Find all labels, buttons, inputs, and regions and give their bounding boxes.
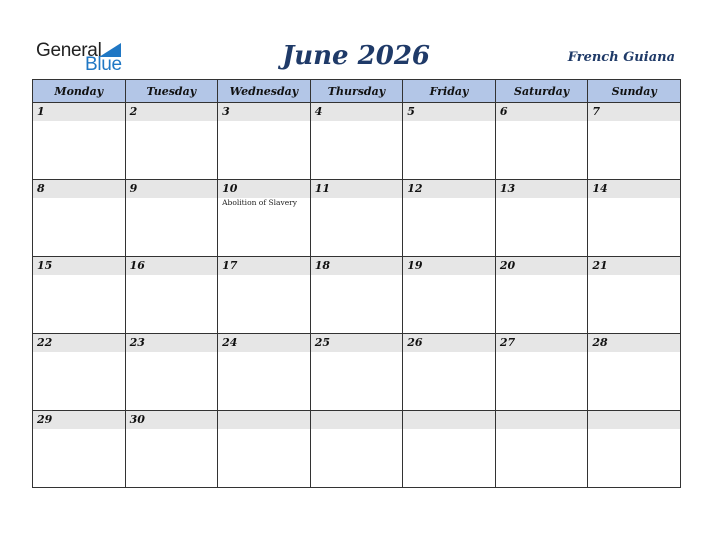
day-cell[interactable]: [125, 334, 218, 411]
day-number: [218, 411, 310, 429]
day-number: 23: [126, 334, 218, 352]
weekday-header: Friday: [403, 80, 496, 103]
day-number: 30: [126, 411, 218, 429]
day-cell[interactable]: [310, 180, 403, 257]
day-number: 14: [588, 180, 680, 198]
day-number: 4: [311, 103, 403, 121]
day-number: 7: [588, 103, 680, 121]
day-cell[interactable]: [588, 180, 681, 257]
weekday-header: Tuesday: [125, 80, 218, 103]
day-cell[interactable]: [310, 334, 403, 411]
logo-text-blue: Blue: [85, 54, 122, 75]
day-number: [588, 411, 680, 429]
day-number: 26: [403, 334, 495, 352]
day-cell[interactable]: [403, 180, 496, 257]
week-row: [33, 334, 681, 411]
calendar-title: June 2026: [281, 41, 431, 71]
day-number: 19: [403, 257, 495, 275]
day-number: 24: [218, 334, 310, 352]
week-row: [33, 411, 681, 488]
day-cell[interactable]: [33, 180, 126, 257]
logo-text-general: General: [36, 40, 102, 61]
weekday-header: Sunday: [588, 80, 681, 103]
day-cell[interactable]: [495, 334, 588, 411]
day-cell[interactable]: [125, 411, 218, 488]
day-cell[interactable]: [125, 257, 218, 334]
day-number: 20: [496, 257, 588, 275]
day-number: 3: [218, 103, 310, 121]
holiday-event: Abolition of Slavery: [222, 198, 297, 207]
week-row: [33, 103, 681, 180]
day-number: 18: [311, 257, 403, 275]
day-number: 2: [126, 103, 218, 121]
day-number: 16: [126, 257, 218, 275]
day-cell[interactable]: [218, 257, 311, 334]
weekday-header: Thursday: [310, 80, 403, 103]
calendar-grid: [32, 79, 681, 488]
week-row: [33, 257, 681, 334]
weekday-header: Wednesday: [218, 80, 311, 103]
day-number: [311, 411, 403, 429]
day-cell[interactable]: [218, 180, 311, 257]
day-cell[interactable]: [403, 103, 496, 180]
day-number: 13: [496, 180, 588, 198]
day-number: 28: [588, 334, 680, 352]
day-cell[interactable]: [495, 257, 588, 334]
day-number: [496, 411, 588, 429]
day-cell[interactable]: [403, 257, 496, 334]
day-cell[interactable]: [310, 257, 403, 334]
day-number: 15: [33, 257, 125, 275]
day-cell[interactable]: [125, 103, 218, 180]
day-cell[interactable]: [310, 103, 403, 180]
day-cell[interactable]: [125, 180, 218, 257]
day-number: 10: [218, 180, 310, 198]
weekday-header-row: [33, 80, 681, 103]
day-number: 27: [496, 334, 588, 352]
day-number: 11: [311, 180, 403, 198]
day-number: 1: [33, 103, 125, 121]
day-cell[interactable]: [588, 334, 681, 411]
day-cell[interactable]: [218, 334, 311, 411]
day-cell[interactable]: [588, 103, 681, 180]
day-number: [403, 411, 495, 429]
day-cell[interactable]: [218, 411, 311, 488]
day-cell[interactable]: [588, 257, 681, 334]
day-number: 22: [33, 334, 125, 352]
day-cell[interactable]: [495, 180, 588, 257]
day-cell[interactable]: [33, 103, 126, 180]
day-number: 29: [33, 411, 125, 429]
day-number: 6: [496, 103, 588, 121]
day-number: 25: [311, 334, 403, 352]
day-number: 9: [126, 180, 218, 198]
day-cell[interactable]: [33, 411, 126, 488]
day-cell[interactable]: [495, 411, 588, 488]
day-cell[interactable]: [588, 411, 681, 488]
day-number: 17: [218, 257, 310, 275]
weekday-header: Monday: [33, 80, 126, 103]
day-number: 12: [403, 180, 495, 198]
day-cell[interactable]: [218, 103, 311, 180]
day-number: 21: [588, 257, 680, 275]
day-cell[interactable]: [33, 257, 126, 334]
weekday-header: Saturday: [495, 80, 588, 103]
day-number: 5: [403, 103, 495, 121]
day-cell[interactable]: [403, 411, 496, 488]
region-label: French Guiana: [567, 50, 675, 65]
day-cell[interactable]: [310, 411, 403, 488]
day-cell[interactable]: [403, 334, 496, 411]
day-cell[interactable]: [495, 103, 588, 180]
day-number: 8: [33, 180, 125, 198]
day-cell[interactable]: [33, 334, 126, 411]
week-row: [33, 180, 681, 257]
